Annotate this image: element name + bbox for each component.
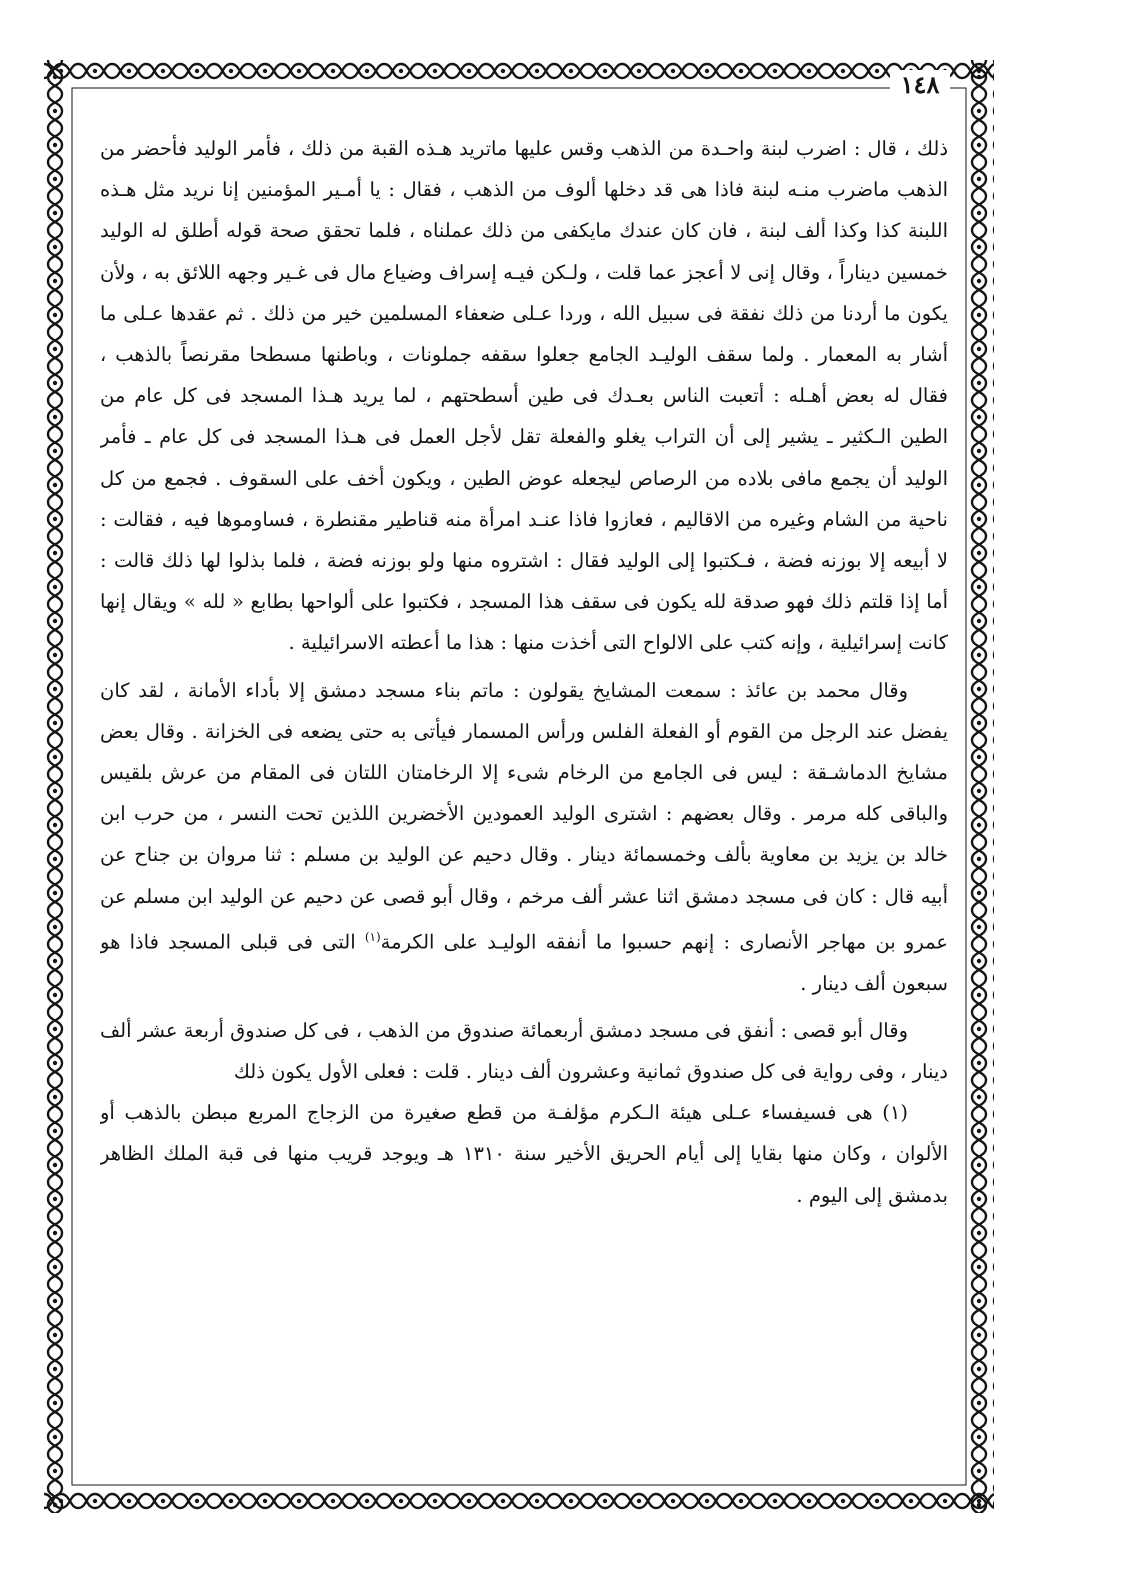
footnote xyxy=(100,1092,948,1216)
paragraph xyxy=(100,670,948,1004)
footnote-text: هى فسيفساء عـلى هيئة الـكرم مؤلفـة من قطع صغيرة من الزجاج المربع مبطن بالذهب أو الألوان ، وكان منها بقايا إلى أيام الحريق الأخير سنة ١٣١٠ هـ ويوجد قريب منها فى قبة الملك الظاهر بدمشق إلى اليوم . xyxy=(100,1101,948,1207)
paragraph: وقال أبو قصى : أنفق فى مسجد دمشق أربعمائة صندوق من الذهب ، فى كل صندوق أربعة عشر ألف دينار ، وفى رواية فى كل صندوق ثمانية وعشرون ألف دينار . قلت : فعلى الأول يكون ذلك xyxy=(100,1018,948,1083)
page-body xyxy=(100,128,948,1448)
footnote-marker: (١) xyxy=(882,1101,908,1125)
paragraph-text: وقال محمد بن عائذ : سمعت المشايخ يقولون : ماتم بناء مسجد دمشق إلا بأداء الأمانة ، لقد كان يفضل عند الرجل من القوم أو الفعلة الفلس ورأس المسمار فيأتى به حتى يضعه فى الخزانة . وقال بعض مشايخ الدماشـقة : ليس فى الجامع من الرخام شىء إلا الرخامتان اللتان فى المقام من عرش بلقيس والباقى كله مرمر . وقال بعضهم : اشترى الوليد العمودين الأخضرين اللذين تحت النسر ، من حرب ابن خالد بن يزيد بن معاوية بألف وخمسمائة دينار . وقال دحيم عن الوليد بن مسلم : ثنا مروان بن جناح عن أبيه قال : كان فى مسجد دمشق اثنا عشر ألف مرخم ، وقال أبو قصى عن دحيم عن الوليد ابن مسلم عن عمرو بن مهاجر الأنصارى : إنهم حسبوا ما أنفقه الوليـد على الكرمة xyxy=(100,678,948,954)
paragraph-text: التى فى قبلى المسجد فاذا هو سبعون ألف دينار . xyxy=(100,930,948,995)
footnote-ref: (١) xyxy=(364,929,381,944)
page-number: ١٤٨ xyxy=(890,70,950,100)
paragraph: ذلك ، قال : اضرب لبنة واحـدة من الذهب وقس عليها ماتريد هـذه القبة من ذلك ، فأمر الوليد فأحضر من الذهب ماضرب منـه لبنة فاذا هى قد دخلها ألوف من الذهب ، فقال : يا أمـير المؤمنين إنا نريد مثل هـذه اللبنة كذا وكذا ألف لبنة ، فان كان عندك مايكفى من ذلك عملناه ، فلما تحقق صحة قوله أطلق له الوليد خمسين ديناراً ، وقال إنى لا أعجز عما قلت ، ولـكن فيـه إسراف وضياع مال فى غـير وجهه اللائق به ، ولأن يكون ما أردنا من ذلك نفقة فى سبيل الله ، وردا عـلى ضعفاء المسلمين خير من ذلك . ثم عقدها عـلى ما أشار به المعمار . ولما سقف الوليـد الجامع جعلوا سقفه جملونات ، وباطنها مسطحا مقرنصاً بالذهب ، فقال له بعض أهـله : أتعبت الناس بعـدك فى طين أسطحتهم ، لما يريد هـذا المسجد فى كل عام من الطين الـكثير ـ يشير إلى أن التراب يغلو والفعلة تقل لأجل العمل فى هـذا المسجد فى كل عام ـ فأمر الوليد أن يجمع مافى بلاده من الرصاص ليجعله عوض الطين ، ويكون أخف على السقوف . فجمع من كل ناحية من الشام وغيره من الاقاليم ، فعازوا فاذا عنـد امرأة منه قناطير مقنطرة ، فساوموها فيه ، فقالت : لا أبيعه إلا بوزنه فضة ، فـكتبوا إلى الوليد فقال : اشتروه منها ولو بوزنه فضة ، فلما بذلوا لها ذلك قالت : أما إذا قلتم ذلك فهو صدقة لله يكون فى سقف هذا المسجد ، فكتبوا على ألواحها بطابع « لله » ويقال إنها كانت إسرائيلية ، وإنه كتب على الالواح التى أخذت منها : هذا ما أعطته الاسرائيلية . xyxy=(100,137,948,655)
